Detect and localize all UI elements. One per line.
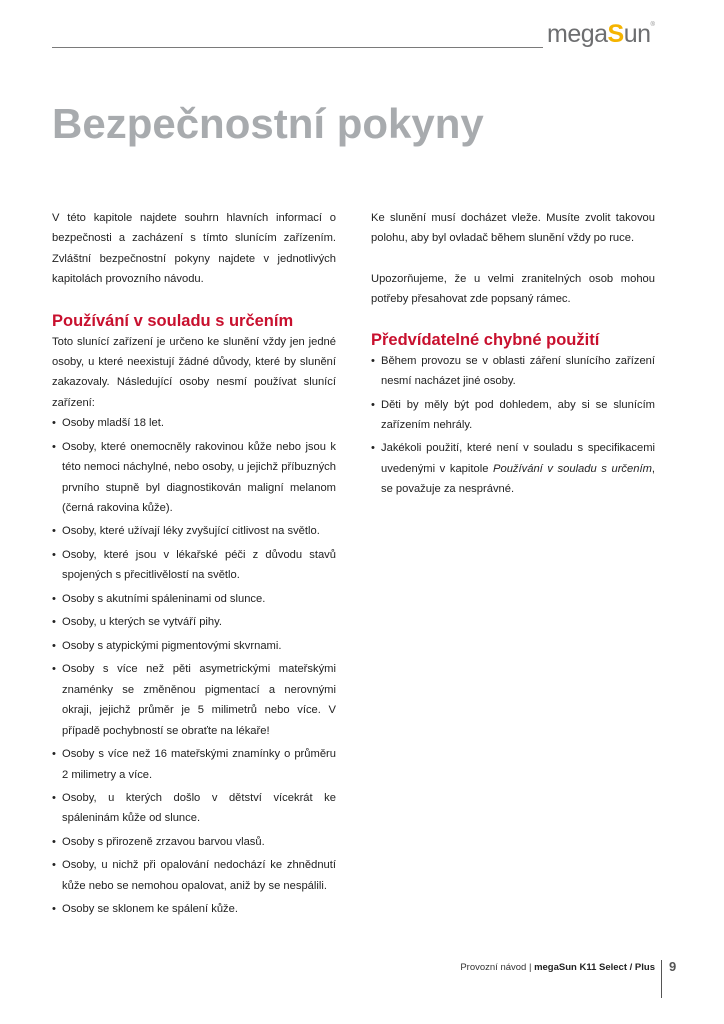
intended-use-paragraph: Toto slunící zařízení je určeno ke slunění vždy jen jedné osoby, u které neexistují žádné důvody, které by slunění zakazovaly. Následující osoby nesmí používat slunící zařízení: (52, 335, 336, 409)
section-heading-misuse: Předvídatelné chybné použití (371, 330, 600, 349)
intro-paragraph: V této kapitole najdete souhrn hlavních informací o bezpečnosti a zacházení s tímto slunícím zařízením. Zvláštní bezpečnostní pokyny najdete v jednotlivých kapitolách provozního návodu. (52, 212, 336, 286)
logo-suffix: un (623, 20, 651, 48)
misuse-list (371, 351, 655, 500)
list-item: • Osoby, které užívají léky zvyšující citlivost na světlo. (52, 521, 336, 541)
left-column (52, 208, 336, 923)
list-item: • Osoby s akutními spáleninami od slunce. (52, 589, 336, 609)
item-text: , se považuje za nesprávné. (381, 462, 655, 496)
vulnerable-persons-paragraph: Upozorňujeme, že u velmi zranitelných osob mohou potřeby přesahovat zde popsaný rámec. (371, 272, 655, 306)
list-item: • Osoby, které onemocněly rakovinou kůže nebo jsou k této nemoci náchylné, nebo osoby, u jejichž příbuzných prvního stupně byl diagnostikován maligní melanom (černá rakovina kůže). (52, 437, 336, 519)
list-item: • Osoby mladší 18 let. (52, 413, 336, 433)
footer-divider (661, 960, 662, 998)
lying-position-paragraph: Ke slunění musí docházet vleže. Musíte zvolit takovou polohu, aby byl ovladač během slunění vždy po ruce. (371, 212, 655, 245)
list-item: • Během provozu se v oblasti záření slunícího zařízení nesmí nacházet jiné osoby. (371, 351, 655, 392)
list-item: • Osoby, u kterých se vytváří pihy. (52, 612, 336, 632)
list-item: • Osoby s více než 16 mateřskými znamínky o průměru 2 milimetry a více. (52, 744, 336, 785)
footer-document-label (460, 962, 655, 973)
footer-product-name: megaSun K11 Select / Plus (534, 962, 655, 973)
paragraph-gap (371, 249, 655, 269)
list-item: • Osoby s atypickými pigmentovými skvrnami. (52, 636, 336, 656)
logo-prefix: mega (547, 20, 608, 48)
excluded-persons-list (52, 413, 336, 919)
list-item: • Osoby, které jsou v lékařské péči z důvodu stavů spojených s přecitlivělostí na světlo. (52, 545, 336, 586)
list-item (371, 438, 655, 499)
registered-mark: ® (650, 22, 655, 28)
page-title: Bezpečnostní pokyny (52, 100, 484, 147)
section-heading-intended-use: Používání v souladu s určením (52, 311, 294, 330)
list-item: • Osoby, u kterých došlo v dětství vícekrát ke spáleninám kůže od slunce. (52, 788, 336, 829)
page-number: 9 (669, 959, 677, 974)
list-item: • Osoby s více než pěti asymetrickými mateřskými znaménky se změněnou pigmentací a nerovnými okraji, jejichž průměr je 5 milimetrů nebo více. V případě pochybností se obraťte na lékaře! (52, 659, 336, 741)
chapter-reference: Používání v souladu s určením (493, 462, 652, 475)
item-text: Jakékoli použití, které není v souladu s specifikacemi uvedenými v kapitole (381, 442, 655, 475)
header-rule (52, 47, 543, 48)
list-item: • Osoby, u nichž při opalování nedochází ke zhnědnutí kůže nebo se nemohou opalovat, aniž by se nespálili. (52, 855, 336, 896)
list-item: • Osoby se sklonem ke spálení kůže. (52, 899, 336, 919)
right-column (371, 208, 655, 503)
megasun-logo (547, 20, 654, 49)
footer-doc-type: Provozní návod | (460, 962, 535, 973)
logo-sun-letter: S (607, 20, 624, 48)
list-item: • Osoby s přirozeně zrzavou barvou vlasů. (52, 832, 336, 852)
list-item: • Děti by měly být pod dohledem, aby si se slunícím zařízením nehrály. (371, 395, 655, 436)
